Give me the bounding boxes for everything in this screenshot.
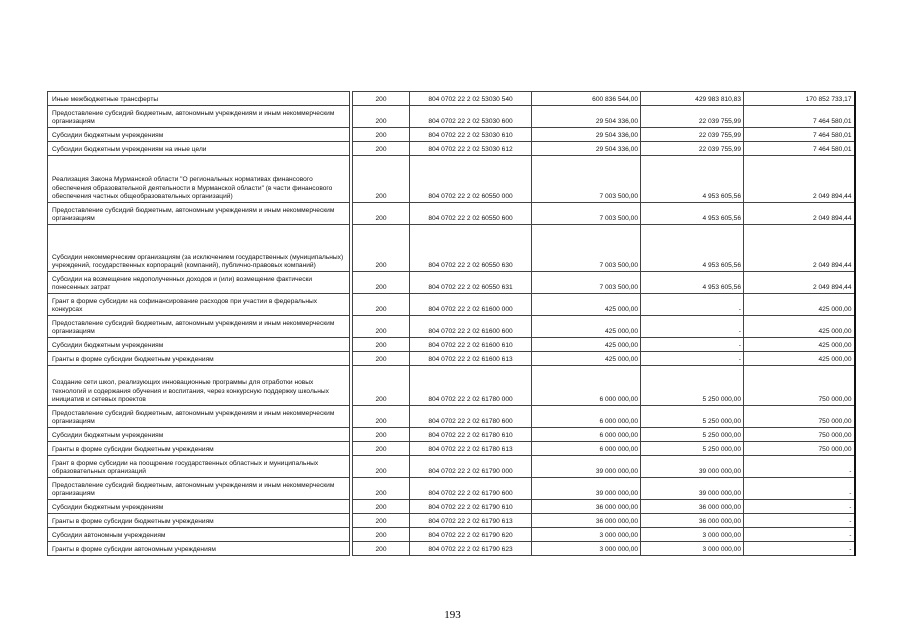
row-code-cell: 200 [353,542,410,556]
row-kbk-cell: 804 0702 22 2 02 53030 540 [410,92,532,106]
table-row [48,106,855,128]
row-name-cell: Субсидии на возмещение недополученных доходов и (или) возмещение фактически понесенных затрат [48,272,350,294]
row-kbk-cell: 804 0702 22 2 02 61600 610 [410,338,532,352]
table-row [48,128,855,142]
row-executed-cell: - [641,294,744,316]
table-row [48,156,855,203]
row-kbk-cell: 804 0702 22 2 02 61780 610 [410,428,532,442]
row-name-cell: Реализация Закона Мурманской области "О региональных нормативах финансового обеспечения образовательной деятельности в Мурманской области" (в части финансового обеспечения частных общеобразовательных организаций) [48,156,350,203]
row-kbk-cell: 804 0702 22 2 02 61780 000 [410,366,532,406]
row-approved-cell: 6 000 000,00 [532,442,641,456]
row-kbk-cell: 804 0702 22 2 02 53030 600 [410,106,532,128]
row-code-cell: 200 [353,272,410,294]
row-kbk-cell: 804 0702 22 2 02 61790 623 [410,542,532,556]
row-kbk-cell: 804 0702 22 2 02 61790 000 [410,456,532,478]
row-name-cell: Предоставление субсидий бюджетным, автономным учреждениям и иным некоммерческим организациям [48,478,350,500]
row-executed-cell: 4 953 605,56 [641,203,744,225]
row-code-cell: 200 [353,203,410,225]
row-approved-cell: 7 003 500,00 [532,272,641,294]
table-row [48,500,855,514]
row-code-cell: 200 [353,500,410,514]
row-kbk-cell: 804 0702 22 2 02 61790 613 [410,514,532,528]
row-kbk-cell: 804 0702 22 2 02 61790 620 [410,528,532,542]
row-executed-cell: 22 039 755,99 [641,142,744,156]
row-code-cell: 200 [353,442,410,456]
table-row [48,442,855,456]
row-code-cell: 200 [353,338,410,352]
row-kbk-cell: 804 0702 22 2 02 61780 613 [410,442,532,456]
row-unexecuted-cell: 2 049 894,44 [744,156,855,203]
row-approved-cell: 425 000,00 [532,352,641,366]
row-approved-cell: 7 003 500,00 [532,203,641,225]
row-executed-cell: - [641,316,744,338]
row-code-cell: 200 [353,352,410,366]
row-approved-cell: 3 000 000,00 [532,542,641,556]
table-row [48,294,855,316]
row-unexecuted-cell: 750 000,00 [744,428,855,442]
row-executed-cell: 4 953 605,56 [641,156,744,203]
row-unexecuted-cell: 7 464 580,01 [744,142,855,156]
row-approved-cell: 29 504 336,00 [532,142,641,156]
table-row [48,352,855,366]
row-code-cell: 200 [353,456,410,478]
row-name-cell: Гранты в форме субсидии бюджетным учреждениям [48,352,350,366]
row-code-cell: 200 [353,225,410,272]
row-unexecuted-cell: - [744,528,855,542]
row-code-cell: 200 [353,366,410,406]
row-executed-cell: 3 000 000,00 [641,528,744,542]
row-name-cell: Иные межбюджетные трансферты [48,92,350,106]
row-name-cell: Создание сети школ, реализующих инновационные программы для отработки новых технологий и содержания обучения и воспитания, через конкурсную поддержку школьных инициатив и сетевых проектов [48,366,350,406]
row-kbk-cell: 804 0702 22 2 02 60550 630 [410,225,532,272]
row-code-cell: 200 [353,528,410,542]
row-kbk-cell: 804 0702 22 2 02 53030 612 [410,142,532,156]
row-executed-cell: 22 039 755,99 [641,106,744,128]
row-executed-cell: 39 000 000,00 [641,456,744,478]
row-approved-cell: 29 504 336,00 [532,128,641,142]
row-unexecuted-cell: 750 000,00 [744,442,855,456]
row-name-cell: Грант в форме субсидии на софинансирование расходов при участии в федеральных конкурсах [48,294,350,316]
row-approved-cell: 6 000 000,00 [532,366,641,406]
table-row [48,272,855,294]
table-row [48,142,855,156]
row-code-cell: 200 [353,514,410,528]
row-name-cell: Субсидии бюджетным учреждениям [48,338,350,352]
row-executed-cell: 5 250 000,00 [641,366,744,406]
row-kbk-cell: 804 0702 22 2 02 61600 000 [410,294,532,316]
table-row [48,338,855,352]
row-name-cell: Субсидии бюджетным учреждениям [48,428,350,442]
row-unexecuted-cell: 425 000,00 [744,294,855,316]
row-unexecuted-cell: - [744,514,855,528]
table-row [48,428,855,442]
row-unexecuted-cell: - [744,456,855,478]
row-name-cell: Субсидии некоммерческим организациям (за исключением государственных (муниципальных) учреждений, государственных корпораций (компаний), публично-правовых компаний) [48,225,350,272]
row-unexecuted-cell: 425 000,00 [744,338,855,352]
row-kbk-cell: 804 0702 22 2 02 61600 600 [410,316,532,338]
row-kbk-cell: 804 0702 22 2 02 60550 600 [410,203,532,225]
row-approved-cell: 7 003 500,00 [532,225,641,272]
row-code-cell: 200 [353,92,410,106]
row-kbk-cell: 804 0702 22 2 02 61790 610 [410,500,532,514]
row-name-cell: Предоставление субсидий бюджетным, автономным учреждениям и иным некоммерческим организациям [48,203,350,225]
row-executed-cell: 429 983 810,83 [641,92,744,106]
row-executed-cell: - [641,352,744,366]
row-unexecuted-cell: 2 049 894,44 [744,203,855,225]
row-executed-cell: - [641,338,744,352]
row-executed-cell: 4 953 605,56 [641,272,744,294]
table-row [48,203,855,225]
table-row [48,478,855,500]
row-unexecuted-cell: 170 852 733,17 [744,92,855,106]
budget-table [47,91,856,556]
row-code-cell: 200 [353,156,410,203]
row-unexecuted-cell: 750 000,00 [744,406,855,428]
row-name-cell: Субсидии бюджетным учреждениям [48,500,350,514]
row-executed-cell: 22 039 755,99 [641,128,744,142]
row-kbk-cell: 804 0702 22 2 02 60550 631 [410,272,532,294]
row-approved-cell: 29 504 336,00 [532,106,641,128]
row-kbk-cell: 804 0702 22 2 02 61790 600 [410,478,532,500]
row-name-cell: Субсидии автономным учреждениям [48,528,350,542]
page-number: 193 [444,609,461,621]
row-name-cell: Субсидии бюджетным учреждениям [48,128,350,142]
row-executed-cell: 4 953 605,56 [641,225,744,272]
row-executed-cell: 3 000 000,00 [641,542,744,556]
row-code-cell: 200 [353,316,410,338]
table-row [48,542,855,556]
row-unexecuted-cell: - [744,478,855,500]
row-executed-cell: 39 000 000,00 [641,478,744,500]
row-code-cell: 200 [353,294,410,316]
row-code-cell: 200 [353,478,410,500]
row-code-cell: 200 [353,406,410,428]
row-approved-cell: 425 000,00 [532,294,641,316]
table-row [48,528,855,542]
row-unexecuted-cell: 425 000,00 [744,316,855,338]
row-approved-cell: 36 000 000,00 [532,500,641,514]
row-name-cell: Предоставление субсидий бюджетным, автономным учреждениям и иным некоммерческим организациям [48,316,350,338]
row-approved-cell: 36 000 000,00 [532,514,641,528]
row-name-cell: Гранты в форме субсидии бюджетным учреждениям [48,442,350,456]
row-name-cell: Субсидии бюджетным учреждениям на иные цели [48,142,350,156]
row-approved-cell: 6 000 000,00 [532,428,641,442]
row-name-cell: Гранты в форме субсидии автономным учреждениям [48,542,350,556]
row-code-cell: 200 [353,106,410,128]
row-code-cell: 200 [353,128,410,142]
row-kbk-cell: 804 0702 22 2 02 61780 600 [410,406,532,428]
table-body [48,92,855,556]
table-row [48,225,855,272]
row-executed-cell: 36 000 000,00 [641,514,744,528]
row-code-cell: 200 [353,428,410,442]
row-unexecuted-cell: 425 000,00 [744,352,855,366]
row-name-cell: Гранты в форме субсидии бюджетным учреждениям [48,514,350,528]
table-row [48,366,855,406]
table-row [48,316,855,338]
row-approved-cell: 3 000 000,00 [532,528,641,542]
row-approved-cell: 425 000,00 [532,338,641,352]
table-row [48,406,855,428]
row-approved-cell: 425 000,00 [532,316,641,338]
row-kbk-cell: 804 0702 22 2 02 60550 000 [410,156,532,203]
row-name-cell: Предоставление субсидий бюджетным, автономным учреждениям и иным некоммерческим организациям [48,406,350,428]
row-unexecuted-cell: 2 049 894,44 [744,225,855,272]
table-row [48,456,855,478]
row-approved-cell: 6 000 000,00 [532,406,641,428]
row-unexecuted-cell: - [744,500,855,514]
table-row [48,92,855,106]
row-code-cell: 200 [353,142,410,156]
row-name-cell: Предоставление субсидий бюджетным, автономным учреждениям и иным некоммерческим организациям [48,106,350,128]
row-unexecuted-cell: 7 464 580,01 [744,128,855,142]
row-approved-cell: 600 836 544,00 [532,92,641,106]
row-unexecuted-cell: - [744,542,855,556]
row-approved-cell: 39 000 000,00 [532,456,641,478]
row-approved-cell: 39 000 000,00 [532,478,641,500]
row-executed-cell: 5 250 000,00 [641,406,744,428]
row-executed-cell: 5 250 000,00 [641,428,744,442]
row-name-cell: Грант в форме субсидии на поощрение государственных областных и муниципальных образовательных организаций [48,456,350,478]
row-kbk-cell: 804 0702 22 2 02 53030 610 [410,128,532,142]
row-executed-cell: 36 000 000,00 [641,500,744,514]
row-unexecuted-cell: 750 000,00 [744,366,855,406]
row-unexecuted-cell: 7 464 580,01 [744,106,855,128]
table-row [48,514,855,528]
row-kbk-cell: 804 0702 22 2 02 61600 613 [410,352,532,366]
row-approved-cell: 7 003 500,00 [532,156,641,203]
row-unexecuted-cell: 2 049 894,44 [744,272,855,294]
row-executed-cell: 5 250 000,00 [641,442,744,456]
